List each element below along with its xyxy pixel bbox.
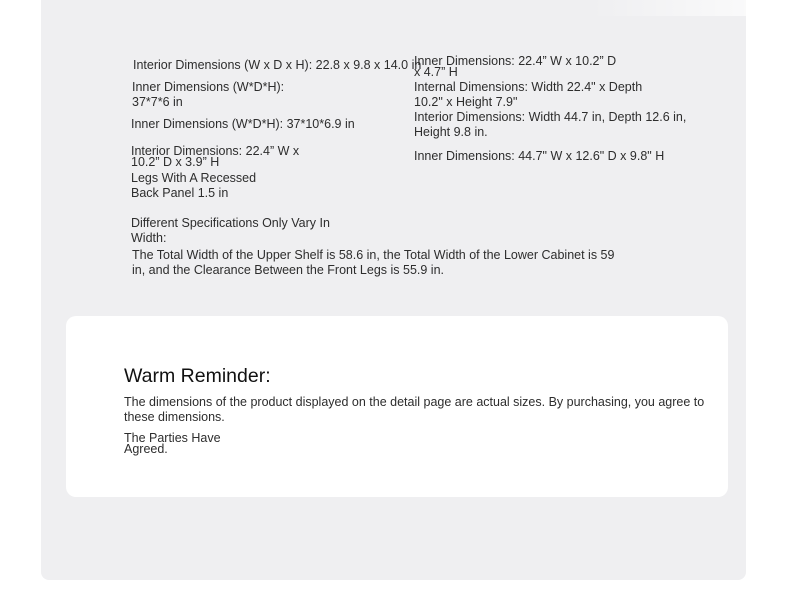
spec-vary-width: Different Specifications Only Vary In Width: [131,216,330,245]
spec-inner-dimensions-2: Inner Dimensions (W*D*H): 37*10*6.9 in [131,117,355,131]
spec-interior-dimensions-2: Interior Dimensions: 22.4” W x 10.2” D x 3.9” H [131,144,300,169]
spec-right-inner-dimensions-2: Inner Dimensions: 44.7" W x 12.6" D x 9.8" H [414,149,665,163]
reminder-text: The dimensions of the product displayed on the detail page are actual sizes. By purchasing, you agree to these dimensions. [124,395,705,424]
spec-right-inner-dimensions-1: Inner Dimensions: 22.4” W x 10.2” D x 4.7” H [414,54,617,79]
corner-fade [590,0,790,16]
reminder-agree: The Parties Have Agreed. [124,431,221,456]
spec-legs: Legs With A Recessed Back Panel 1.5 in [131,171,257,200]
spec-inner-dimensions-1: Inner Dimensions (W*D*H): 37*7*6 in [132,80,285,109]
spec-right-interior-dimensions: Interior Dimensions: Width 44.7 in, Depth 12.6 in, Height 9.8 in. [414,110,687,139]
spec-interior-whd: Interior Dimensions (W x D x H): 22.8 x 9.8 x 14.0 in [133,58,422,72]
spec-total-width: The Total Width of the Upper Shelf is 58.6 in, the Total Width of the Lower Cabinet is 59 in, and the Clearance Between the Front Legs is 55.9 in. [132,248,615,277]
reminder-title: Warm Reminder: [124,365,271,387]
spec-right-internal-dimensions: Internal Dimensions: Width 22.4" x Depth 10.2" x Height 7.9" [414,80,643,109]
